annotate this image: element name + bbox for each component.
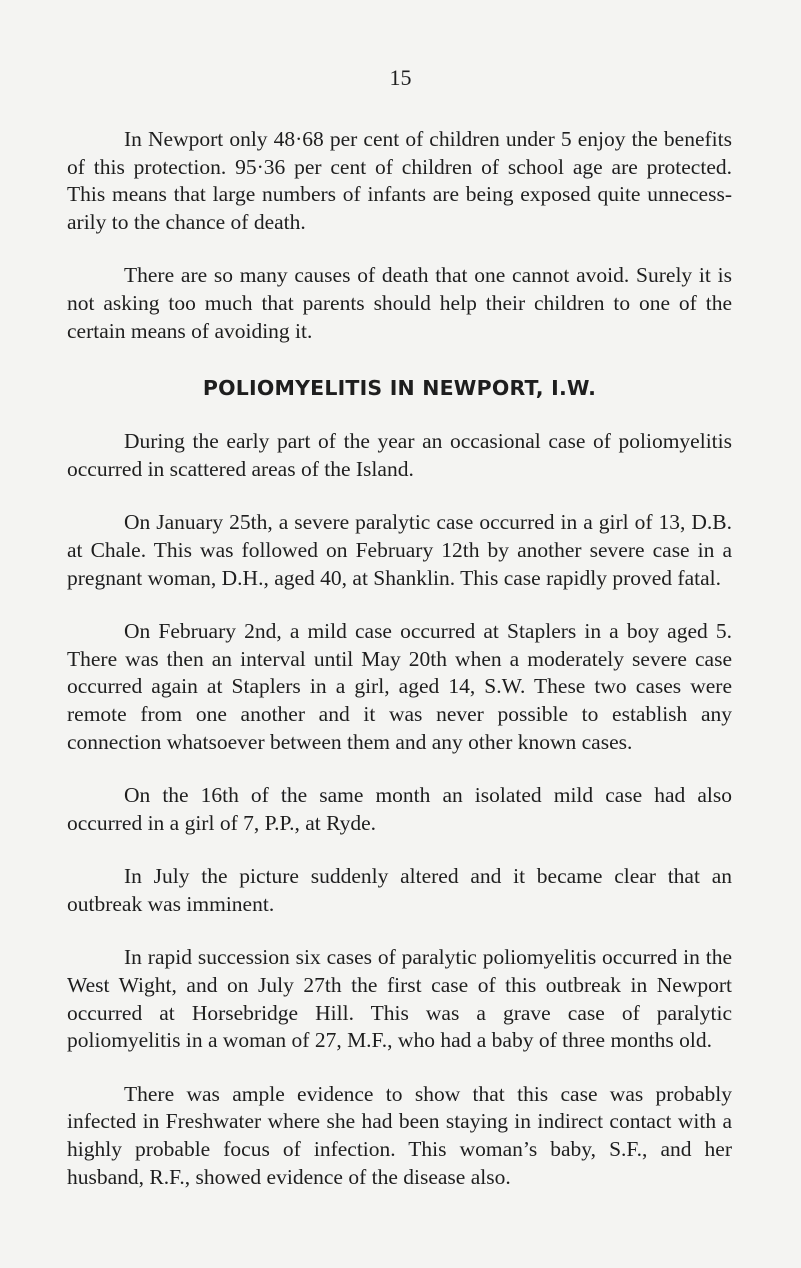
paragraph-west-wight-cases: In rapid succession six cases of paralytic poliomyelitis occurred in the West Wight, and on July 27th the first case of this outbreak in Newport occurred at Horsebridge Hill. This was a grave case of paralytic poliomyelitis in a woman of 27, M.F., who had a baby of three months old. [67,945,732,1053]
page-number: 15 [389,65,412,90]
paragraph-vaccination-newport: In Newport only 48·68 per cent of children under 5 enjoy the benefits of this protection. 95·36 per cent of children of school age are protected. This means that large numbers of infants are being exposed quite unnecess-arily to the chance of death. [67,127,732,234]
paragraph-freshwater-infection: There was ample evidence to show that this case was probably infected in Freshwater where she had been staying in indirect contact with a highly probable focus of infection. This woman’s baby, S.F., and her husband, R.F., showed evidence of the disease also. [67,1081,732,1189]
paragraph-july-outbreak: In July the picture suddenly altered and it became clear that an outbreak was imminent. [67,864,732,916]
paragraph-causes-of-death: There are so many causes of death that one cannot avoid. Surely it is not asking too much that parents should help their children to one of the certain means of avoiding it. [67,263,732,343]
section-heading: POLIOMYELITIS IN NEWPORT, I.W. [202,376,597,401]
paragraph-february-case: On February 2nd, a mild case occurred at Staplers in a boy aged 5. There was then an interval until May 20th when a moderately severe case occurred again at Staplers in a girl, aged 14, S.W. These two cases were remote from one another and it was never possible to establish any connection whatsoever between them and any other known cases. [67,619,732,754]
paragraph-early-year: During the early part of the year an occasional case of poliomyelitis occurred in scattered areas of the Island. [67,429,732,481]
paragraph-january-case: On January 25th, a severe paralytic case occurred in a girl of 13, D.B. at Chale. This was followed on February 12th by another severe case in a pregnant woman, D.H., aged 40, at Shanklin. This case rapidly proved fatal. [67,510,732,590]
body-text [67,126,732,1217]
paragraph-ryde-case: On the 16th of the same month an isolated mild case had also occurred in a girl of 7, P.P., at Ryde. [67,783,732,835]
